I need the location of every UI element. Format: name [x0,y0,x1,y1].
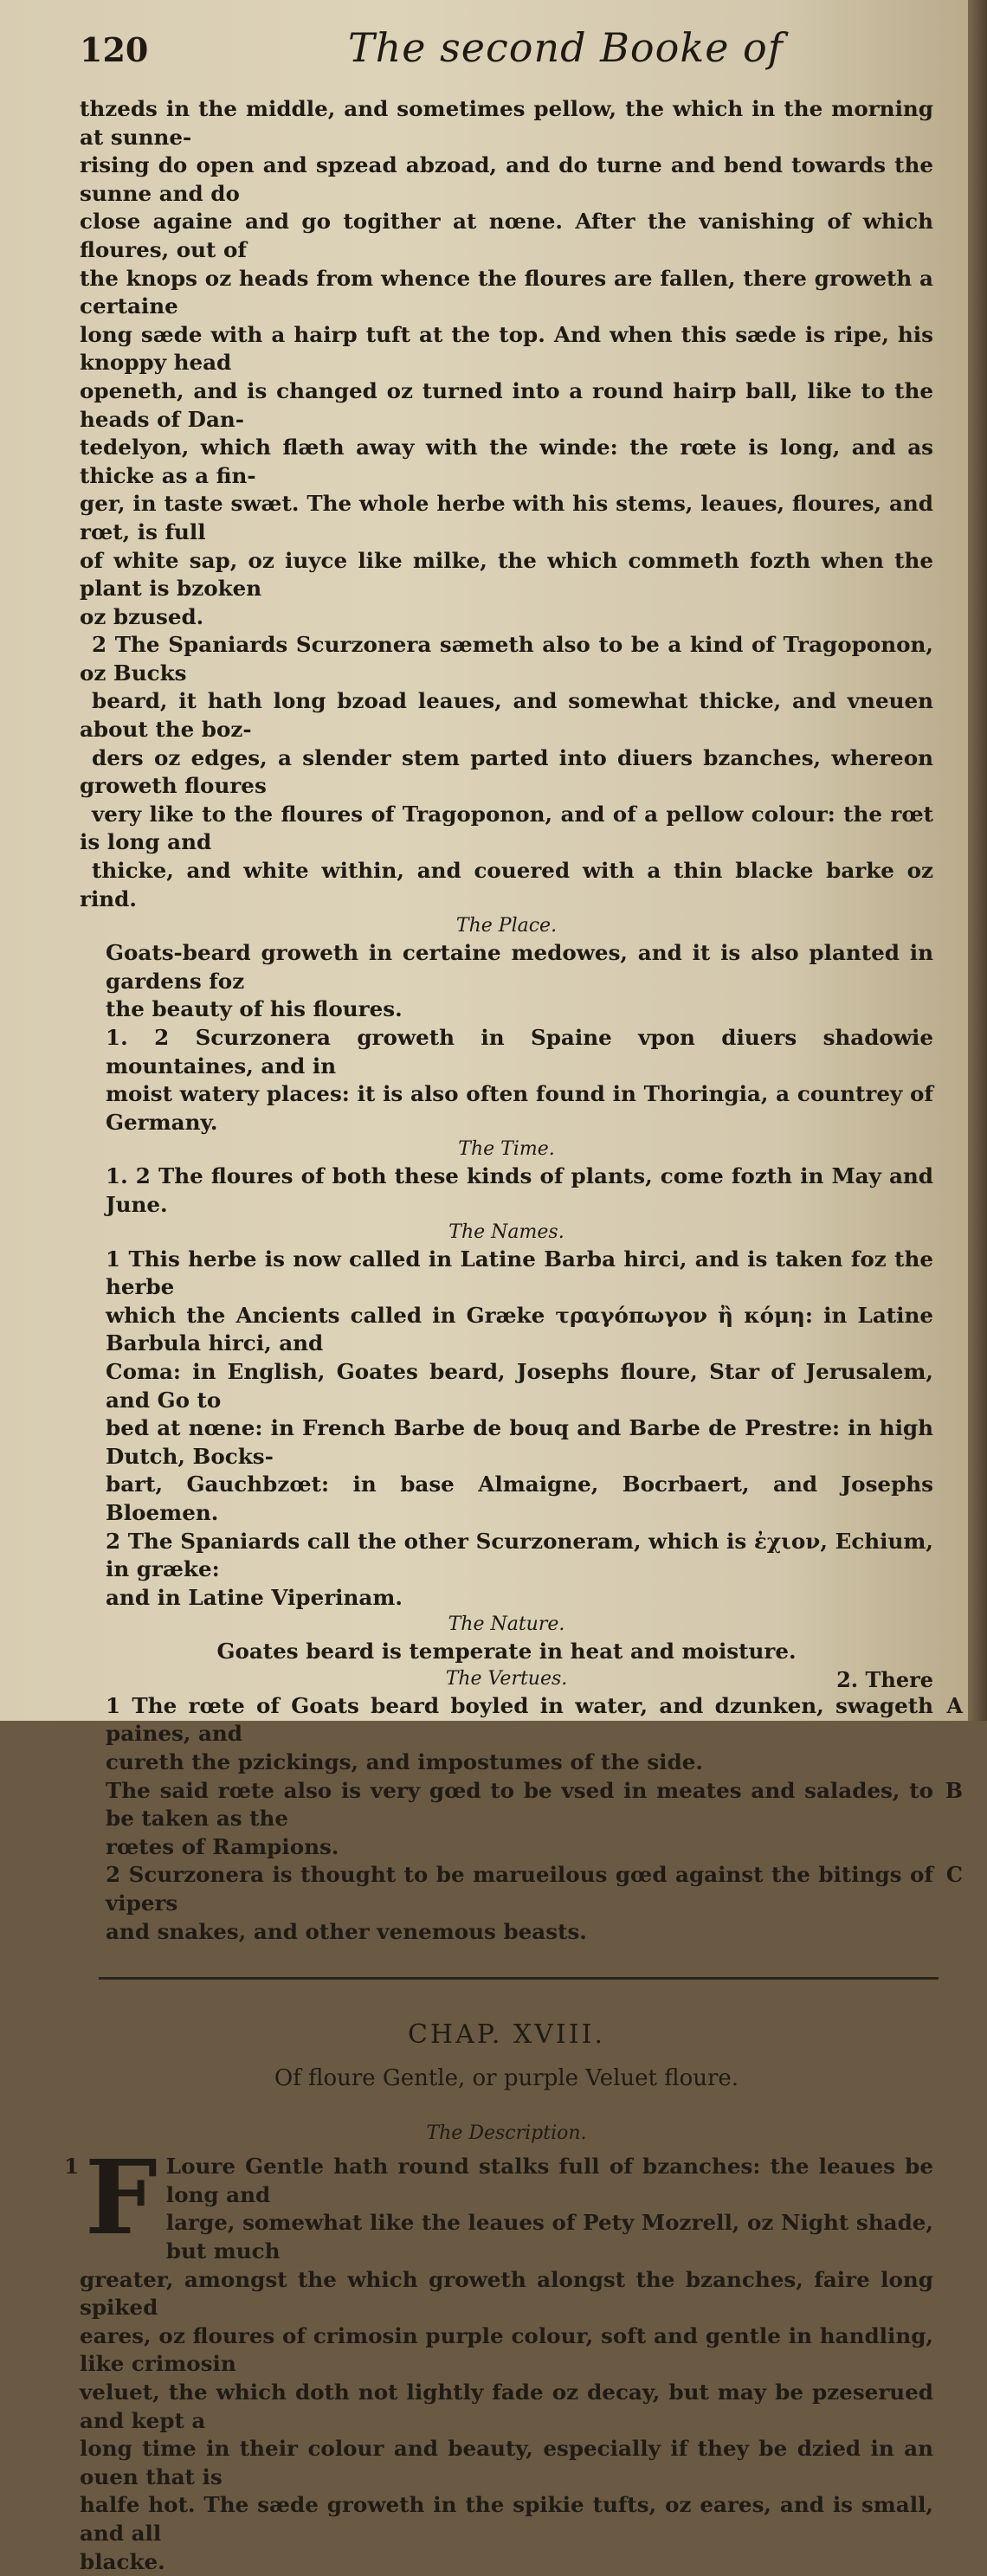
text-line: long time in their colour and beauty, especially if they be dzied in an ouen that is [80,2436,933,2489]
text-line: rising do open and spzead abzoad, and do turne and bend towards the sunne and do [80,152,933,206]
section-heading-place: The Place. [455,915,558,937]
text-line: 1 The rœte of Goats beard boyled in water, and dzunken, swageth paines, and [106,1692,933,1747]
text-line: Goats-beard groweth in certaine medowes, and it is also planted in gardens foz [106,940,933,994]
text-line: thicke, and white within, and couered with a thin blacke barke oz rind. [80,858,933,911]
catchword: 2. There [836,1667,933,1692]
text-line: ders oz edges, a slender stem parted into diuers bzanches, whereon groweth floures [80,744,933,799]
chapter-title: CHAP. XVIII. [407,2019,606,2051]
text-line: 1. 2 Scurzonera groweth in Spaine vpon diuers shadowie mountaines, and in [106,1025,933,1079]
text-line: cureth the pzickings, and impostumes of the side. [106,1749,703,1775]
margin-letter-b: B [945,1777,963,1803]
text-line: halfe hot. The sæde groweth in the spikie tufts, oz eares, and is small, and all [80,2492,933,2546]
margin-letter-a: A [946,1692,963,1718]
text-line: beard, it hath long bzoad leaues, and somewhat thicke, and vneuen about the boz- [80,688,933,743]
text-line: large, somewhat like the leaues of Pety Mozrell, oz Night shade, but much [165,2210,933,2264]
text-line: tedelyon, which flæth away with the winde: the rœte is long, and as thicke as a fin- [80,435,933,488]
section-heading-description: The Description. [426,2122,587,2145]
chapter-subtitle: Of floure Gentle, or purple Veluet floure. [274,2065,739,2092]
section-heading-names: The Names. [448,1220,564,1243]
paragraph-names [80,1246,933,1528]
section-heading-nature: The Nature. [448,1613,565,1636]
paragraph-names-2 [80,1528,933,1613]
text-line: long sæde with a hairp tuft at the top. And when this sæde is ripe, his knoppy head [80,321,933,376]
text-line: the beauty of his floures. [106,996,403,1022]
text-line: which the Ancients called in Græke τραγόπωγον ἢ κόμη: in Latine Barbula hirci, and [106,1302,933,1356]
text-line: very like to the floures of Tragoponon, and of a pellow colour: the rœt is long and [80,801,933,855]
text-line: eares, oz floures of crimosin purple colour, soft and gentle in handling, like crimosin [80,2322,933,2377]
text-line: 2 Scurzonera is thought to be marueilous gœd against the bitings of vipers [106,1862,933,1916]
paragraph-place [80,939,933,1024]
text-line: veluet, the which doth not lightly fade oz decay, but may be pzeserued and kept a [80,2379,933,2433]
text-line: 1. 2 The floures of both these kinds of plants, come fozth in May and June. [106,1163,933,1217]
text-line: bed at nœne: in French Barbe de bouq and Barbe de Prestre: in high Dutch, Bocks- [106,1415,933,1469]
paragraph-time [80,1162,933,1219]
paragraph-vertues-3 [80,1861,963,1946]
section-heading-time: The Time. [458,1138,555,1161]
paragraph-vertues-2 [80,1777,963,1862]
text-line: 1 This herbe is now called in Latine Barba hirci, and is taken foz the herbe [106,1246,933,1300]
paragraph-description-2 [80,631,933,913]
text-line: rœtes of Rampions. [106,1833,339,1859]
page-edge [968,0,987,1721]
text-line: Loure Gentle hath round stalks full of bzanches: the leaues be long and [165,2154,933,2207]
margin-letter-c: C [945,1862,963,1888]
text-line: blacke. [80,2548,165,2574]
text-line: The said rœte also is very gœd to be vsed in meates and salades, to be taken as the [106,1777,933,1832]
section-divider [99,1977,939,1980]
text-line: 2 The Spaniards Scurzonera sæmeth also to be a kind of Tragoponon, oz Bucks [80,632,933,686]
paragraph-description-1 [80,95,933,631]
paragraph-vertues-1 [80,1692,963,1777]
drop-cap: F [85,2137,158,2258]
text-line: oz bzused. [80,603,204,629]
paragraph-nature: Goates beard is temperate in heat and moisture. [216,1639,797,1665]
text-line: of white sap, oz iuyce like milke, the which commeth fozth when the plant is bzoken [80,547,933,602]
page-header [80,24,933,95]
text-line: and in Latine Viperinam. [106,1584,403,1610]
running-title: The second Booke of [348,24,784,71]
page-number: 120 [80,30,149,69]
paragraph-number: 1 [64,2154,80,2180]
text-line: close againe and go togither at nœne. After the vanishing of which floures, out of [80,209,933,262]
text-line: greater, amongst the which groweth alongst the bzanches, faire long spiked [80,2266,933,2321]
text-line: openeth, and is changed oz turned into a round hairp ball, like to the heads of Dan- [80,377,933,432]
text-line: ger, in taste swæt. The whole herbe with his stems, leaues, floures, and rœt, is full [80,491,933,544]
text-line: moist watery places: it is also often found in Thoringia, a countrey of Germany. [106,1081,933,1135]
section-heading-vertues: The Vertues. [445,1667,568,1690]
text-line: 2 The Spaniards call the other Scurzoneram, which is ἐχιον, Echium, in græke: [106,1528,933,1582]
text-line: the knops oz heads from whence the floures are fallen, there groweth a certaine [80,265,933,319]
paragraph-floure-gentle [64,2137,933,2576]
text-line: thzeds in the middle, and sometimes pellow, the which in the morning at sunne- [80,96,933,150]
text-line: and snakes, and other venemous beasts. [106,1918,587,1944]
text-line: bart, Gauchbzœt: in base Almaigne, Bocrbaert, and Josephs Bloemen. [106,1472,933,1525]
text-line: Coma: in English, Goates beard, Josephs floure, Star of Jerusalem, and Go to [106,1358,933,1413]
paragraph-place-2 [80,1024,933,1137]
